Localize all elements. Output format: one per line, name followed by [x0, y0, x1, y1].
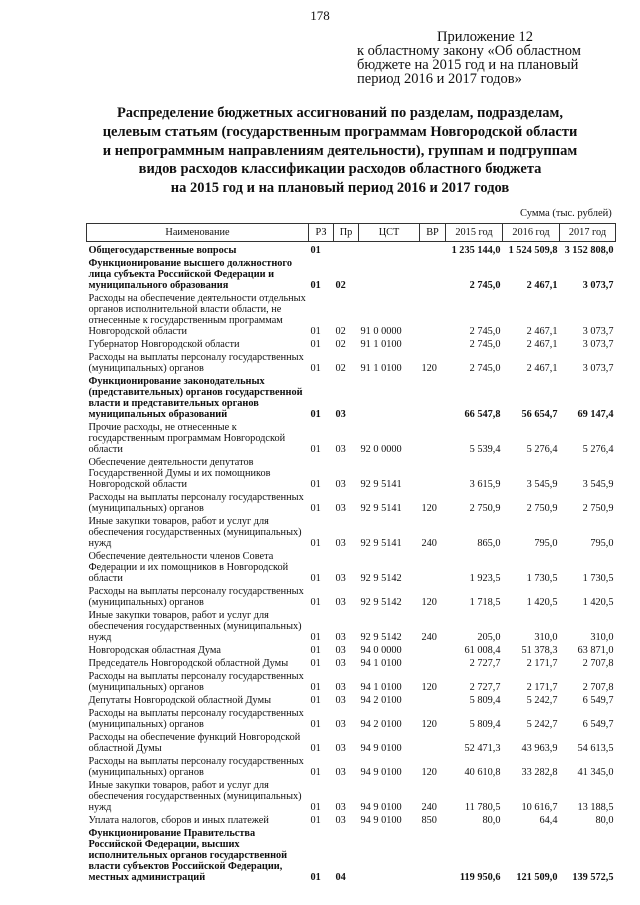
cell-2017: 795,0: [590, 538, 614, 549]
cell-name: Депутаты Новгородской областной Думы: [88, 695, 272, 706]
cell-2017: 3 073,7: [582, 326, 614, 337]
cell-2015: 5 809,4: [469, 719, 501, 730]
cell-2016: 2 467,1: [526, 280, 558, 291]
cell-2016: 5 242,7: [526, 719, 558, 730]
cell-name: Прочие расходы, не отнесенные к государственным программам Новгородской области: [88, 422, 286, 455]
cell-2015: 40 610,8: [464, 767, 501, 778]
cell-rz: 01: [310, 339, 321, 350]
col-header-vr: ВР: [420, 224, 446, 242]
cell-pr: 03: [335, 695, 346, 706]
cell-2016: 3 545,9: [526, 479, 558, 490]
cell-2017: 69 147,4: [577, 409, 614, 420]
cell-pr: 03: [335, 743, 346, 754]
cell-name: Председатель Новгородской областной Думы: [88, 658, 289, 669]
cell-2017: 6 549,7: [582, 695, 614, 706]
cell-2015: 2 745,0: [469, 339, 501, 350]
cell-rz: 01: [310, 538, 321, 549]
cell-2015: 119 950,6: [459, 872, 501, 883]
title-line: целевым статьям (государственным программам Новгородской области: [102, 123, 578, 140]
cell-vr: 120: [421, 363, 437, 374]
cell-name: Расходы на выплаты персоналу государственных (муниципальных) органов: [88, 492, 304, 514]
cell-cst: 91 1 0100: [360, 363, 402, 374]
cell-rz: 01: [310, 479, 321, 490]
cell-rz: 01: [310, 695, 321, 706]
cell-pr: 03: [335, 503, 346, 514]
cell-2015: 205,0: [477, 632, 501, 643]
units-note: Сумма (тыс. рублей): [520, 208, 612, 219]
table-row: [87, 242, 616, 258]
cell-vr: 240: [421, 802, 437, 813]
cell-rz: 01: [310, 645, 321, 656]
cell-pr: 03: [335, 767, 346, 778]
cell-cst: [359, 375, 420, 421]
table-row: [87, 351, 616, 375]
cell-2016: 310,0: [534, 632, 558, 643]
cell-name: Функционирование Правительства Российской Федерации, высших исполнительных органов государственной власти субъектов Российской Федерации, местных администраций: [88, 828, 288, 883]
cell-cst: 94 2 0100: [360, 695, 402, 706]
title-line: и непрограммным направлениям деятельности), группам и подгруппам: [102, 142, 578, 159]
cell-name: Расходы на обеспечение функций Новгородской областной Думы: [88, 732, 301, 754]
cell-pr: 03: [335, 682, 346, 693]
cell-pr: 03: [335, 409, 346, 420]
col-header-rz: РЗ: [309, 224, 334, 242]
cell-rz: 01: [310, 326, 321, 337]
cell-pr: 04: [335, 872, 346, 883]
appendix-line: Приложение 12: [437, 29, 533, 45]
cell-2015: 80,0: [482, 815, 501, 826]
cell-vr: [420, 694, 446, 707]
table-row: [87, 657, 616, 670]
cell-2015: 865,0: [477, 538, 501, 549]
cell-pr: 02: [335, 339, 346, 350]
cell-2016: 33 282,8: [521, 767, 558, 778]
cell-2015: 11 780,5: [464, 802, 501, 813]
cell-2015: 2 727,7: [469, 658, 501, 669]
appendix-note: [357, 30, 622, 86]
cell-cst: 92 9 5142: [360, 632, 402, 643]
cell-vr: [420, 657, 446, 670]
cell-2017: 2 707,8: [582, 658, 614, 669]
cell-2017: 41 345,0: [577, 767, 614, 778]
cell-2015: 5 539,4: [469, 444, 501, 455]
cell-2016: 64,4: [539, 815, 558, 826]
cell-pr: 03: [335, 658, 346, 669]
cell-name: Функционирование высшего должностного лица субъекта Российской Федерации и муниципального образования: [88, 258, 292, 291]
title-line: Распределение бюджетных ассигнований по разделам, подразделам,: [116, 105, 564, 121]
table-row: [87, 257, 616, 292]
cell-2015: 1 923,5: [469, 573, 501, 584]
cell-vr: [420, 644, 446, 657]
cell-2016: 5 276,4: [526, 444, 558, 455]
cell-cst: 91 0 0000: [360, 326, 402, 337]
cell-2016: 2 171,7: [526, 682, 558, 693]
cell-2017: 139 572,5: [572, 872, 614, 883]
cell-2017: 54 613,5: [577, 743, 614, 754]
cell-2015: 52 471,3: [464, 743, 501, 754]
cell-2016: 2 467,1: [526, 339, 558, 350]
cell-pr: 02: [335, 326, 346, 337]
appendix-line: период 2016 и 2017 годов»: [357, 71, 522, 87]
cell-rz: 01: [310, 573, 321, 584]
cell-2015: 2 745,0: [469, 326, 501, 337]
cell-2016: 795,0: [534, 538, 558, 549]
col-header-2015: 2015 год: [446, 224, 503, 242]
cell-2016: 5 242,7: [526, 695, 558, 706]
cell-2016: 2 750,9: [526, 503, 558, 514]
cell-vr: [420, 456, 446, 491]
cell-2016: 2 171,7: [526, 658, 558, 669]
cell-name: Расходы на выплаты персоналу государственных (муниципальных) органов: [88, 352, 304, 374]
cell-pr: 02: [335, 363, 346, 374]
table-body: [87, 242, 616, 885]
cell-name: Иные закупки товаров, работ и услуг для обеспечения государственных (муниципальных) нужд: [88, 516, 302, 549]
title-line: на 2015 год и на плановый период 2016 и 2017 годов: [170, 180, 510, 197]
cell-rz: 01: [310, 802, 321, 813]
cell-name: Расходы на выплаты персоналу государственных (муниципальных) органов: [88, 671, 304, 693]
cell-name: Функционирование законодательных (представительных) органов государственной власти и представительных органов муниципальных образований: [88, 376, 303, 420]
cell-name: Новгородская областная Дума: [88, 645, 221, 656]
col-header-2017: 2017 год: [560, 224, 616, 242]
cell-pr: 02: [335, 280, 346, 291]
cell-2017: 63 871,0: [577, 645, 614, 656]
cell-2017: 13 188,5: [577, 802, 614, 813]
cell-rz: 01: [310, 767, 321, 778]
table-row: [87, 707, 616, 731]
col-header-2016: 2016 год: [503, 224, 560, 242]
cell-cst: [359, 257, 420, 292]
cell-rz: 01: [310, 632, 321, 643]
title-line: видов расходов классификации расходов областного бюджета: [138, 161, 542, 178]
cell-pr: 03: [335, 479, 346, 490]
cell-2015: 2 750,9: [469, 503, 501, 514]
col-header-cst: ЦСТ: [359, 224, 420, 242]
cell-2016: 43 963,9: [521, 743, 558, 754]
cell-cst: 94 9 0100: [360, 815, 402, 826]
cell-rz: 01: [310, 815, 321, 826]
appendix-line: бюджете на 2015 год и на плановый: [357, 57, 579, 73]
cell-rz: 01: [310, 597, 321, 608]
cell-cst: 94 1 0100: [360, 658, 402, 669]
cell-2017: 3 073,7: [582, 339, 614, 350]
cell-2016: 56 654,7: [521, 409, 558, 420]
cell-rz: 01: [310, 872, 321, 883]
cell-pr: 03: [335, 538, 346, 549]
cell-2017: 3 152 808,0: [564, 245, 614, 256]
table-row: [87, 779, 616, 814]
cell-2017: 310,0: [590, 632, 614, 643]
cell-pr: 03: [335, 597, 346, 608]
cell-2017: 5 276,4: [582, 444, 614, 455]
cell-cst: 94 0 0000: [360, 645, 402, 656]
table-row: [87, 292, 616, 338]
cell-cst: [359, 827, 420, 884]
cell-vr: [420, 242, 446, 258]
cell-cst: 94 9 0100: [360, 743, 402, 754]
page-number: 178: [310, 8, 330, 23]
cell-pr: 03: [335, 815, 346, 826]
budget-table: [86, 223, 616, 884]
cell-pr: 03: [335, 632, 346, 643]
cell-rz: 01: [310, 503, 321, 514]
cell-name: Губернатор Новгородской области: [88, 339, 240, 350]
table-row: [87, 421, 616, 456]
cell-name: Уплата налогов, сборов и иных платежей: [88, 815, 269, 826]
cell-2015: 66 547,8: [464, 409, 501, 420]
cell-2015: 1 235 144,0: [451, 245, 501, 256]
table-row: [87, 694, 616, 707]
cell-rz: 01: [310, 409, 321, 420]
cell-2016: 2 467,1: [526, 363, 558, 374]
cell-pr: [334, 242, 359, 258]
cell-2017: 3 073,7: [582, 280, 614, 291]
cell-2015: 2 727,7: [469, 682, 501, 693]
appendix-line: к областному закону «Об областном: [357, 43, 581, 59]
cell-pr: 03: [335, 444, 346, 455]
cell-rz: 01: [310, 743, 321, 754]
cell-2017: 2 750,9: [582, 503, 614, 514]
table-row: [87, 515, 616, 550]
cell-2015: 2 745,0: [469, 280, 501, 291]
cell-2017: 3 073,7: [582, 363, 614, 374]
table-row: [87, 338, 616, 351]
cell-2015: 61 008,4: [464, 645, 501, 656]
cell-vr: 120: [421, 597, 437, 608]
table-row: [87, 456, 616, 491]
cell-vr: 240: [421, 632, 437, 643]
cell-vr: 120: [421, 767, 437, 778]
table-row: [87, 814, 616, 827]
cell-cst: 94 1 0100: [360, 682, 402, 693]
table-row: [87, 609, 616, 644]
cell-2016: 2 467,1: [526, 326, 558, 337]
cell-name: Расходы на выплаты персоналу государственных (муниципальных) органов: [88, 708, 304, 730]
table-row: [87, 375, 616, 421]
cell-pr: 03: [335, 802, 346, 813]
table-row: [87, 550, 616, 585]
cell-cst: 92 9 5142: [360, 573, 402, 584]
cell-2017: 6 549,7: [582, 719, 614, 730]
table-row: [87, 585, 616, 609]
cell-rz: 01: [310, 245, 321, 256]
col-header-pr: Пр: [334, 224, 359, 242]
cell-vr: 120: [421, 503, 437, 514]
cell-rz: 01: [310, 280, 321, 291]
cell-rz: 01: [310, 444, 321, 455]
table-header-row: [87, 224, 616, 242]
cell-vr: [420, 292, 446, 338]
cell-cst: 92 9 5141: [360, 503, 402, 514]
cell-rz: 01: [310, 363, 321, 374]
cell-2015: 3 615,9: [469, 479, 501, 490]
cell-vr: 240: [421, 538, 437, 549]
cell-name: Обеспечение деятельности депутатов Государственной Думы и их помощников Новгородской области: [88, 457, 271, 490]
cell-rz: 01: [310, 719, 321, 730]
cell-2017: 2 707,8: [582, 682, 614, 693]
cell-vr: [420, 731, 446, 755]
cell-cst: 91 1 0100: [360, 339, 402, 350]
cell-2016: 10 616,7: [521, 802, 558, 813]
cell-2016: 1 730,5: [526, 573, 558, 584]
cell-vr: [420, 550, 446, 585]
cell-vr: [420, 338, 446, 351]
cell-2015: 2 745,0: [469, 363, 501, 374]
cell-2015: 1 718,5: [469, 597, 501, 608]
cell-name: Иные закупки товаров, работ и услуг для обеспечения государственных (муниципальных) нужд: [88, 780, 302, 813]
table-row: [87, 755, 616, 779]
cell-cst: 92 9 5141: [360, 479, 402, 490]
cell-2016: 121 509,0: [516, 872, 558, 883]
cell-vr: 120: [421, 682, 437, 693]
cell-cst: 92 0 0000: [360, 444, 402, 455]
cell-name: Иные закупки товаров, работ и услуг для обеспечения государственных (муниципальных) нужд: [88, 610, 302, 643]
cell-cst: 94 9 0100: [360, 767, 402, 778]
cell-2016: 1 524 509,8: [508, 245, 558, 256]
cell-2017: 80,0: [595, 815, 614, 826]
cell-cst: [359, 242, 420, 258]
table-row: [87, 731, 616, 755]
cell-vr: [420, 257, 446, 292]
cell-pr: 03: [335, 645, 346, 656]
cell-cst: 92 9 5142: [360, 597, 402, 608]
cell-cst: 92 9 5141: [360, 538, 402, 549]
cell-rz: 01: [310, 682, 321, 693]
table-row: [87, 670, 616, 694]
cell-vr: 120: [421, 719, 437, 730]
cell-pr: 03: [335, 573, 346, 584]
cell-vr: [420, 375, 446, 421]
cell-vr: [420, 827, 446, 884]
cell-cst: 94 2 0100: [360, 719, 402, 730]
cell-cst: 94 9 0100: [360, 802, 402, 813]
cell-2017: 1 730,5: [582, 573, 614, 584]
table-row: [87, 491, 616, 515]
document-title: [80, 104, 600, 198]
cell-2017: 3 545,9: [582, 479, 614, 490]
cell-name: Обеспечение деятельности членов Совета Федерации и их помощников в Новгородской области: [88, 551, 289, 584]
col-header-name: Наименование: [87, 224, 309, 242]
cell-pr: 03: [335, 719, 346, 730]
cell-2016: 51 378,3: [521, 645, 558, 656]
cell-name: Расходы на обеспечение деятельности отдельных органов исполнительной власти области, не отнесенные к государственным программам Новгородской области: [88, 293, 306, 337]
cell-name: Расходы на выплаты персоналу государственных (муниципальных) органов: [88, 756, 304, 778]
cell-name: Общегосударственные вопросы: [88, 245, 237, 256]
table-row: [87, 827, 616, 884]
cell-2015: 5 809,4: [469, 695, 501, 706]
table-row: [87, 644, 616, 657]
cell-name: Расходы на выплаты персоналу государственных (муниципальных) органов: [88, 586, 304, 608]
cell-2017: 1 420,5: [582, 597, 614, 608]
cell-2016: 1 420,5: [526, 597, 558, 608]
cell-vr: [420, 421, 446, 456]
cell-vr: 850: [421, 815, 437, 826]
cell-rz: 01: [310, 658, 321, 669]
